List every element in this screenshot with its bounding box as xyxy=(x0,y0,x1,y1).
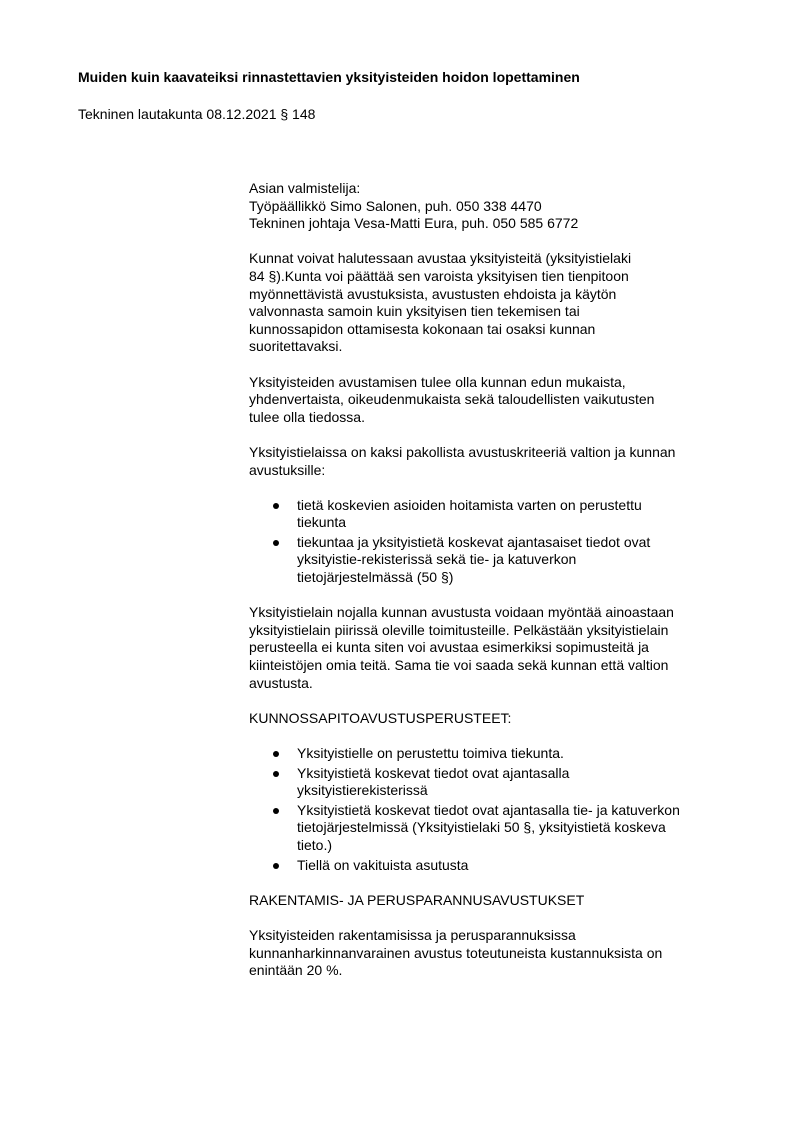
bullet-icon xyxy=(273,863,279,869)
text-line: tulee olla tiedossa. xyxy=(249,408,365,425)
text-line: Yksityistielain nojalla kunnan avustusta voidaan myöntää ainoastaan xyxy=(249,604,674,621)
text-line: tieto.) xyxy=(297,836,333,853)
maintenance-criteria-list xyxy=(249,745,749,874)
text-line: 84 §).Kunta voi päättää sen varoista yksityisen tien tienpitoon xyxy=(249,267,629,284)
list-item xyxy=(249,765,749,800)
meeting-reference: Tekninen lautakunta 08.12.2021 § 148 xyxy=(78,106,316,122)
preparer-person-1: Työpäällikkö Simo Salonen, puh. 050 338 4470 xyxy=(249,197,542,214)
text-line: tietojärjestelmässä (50 §) xyxy=(297,569,454,586)
text-line: Yksityistielaissa on kaksi pakollista avustuskriteeriä valtion ja kunnan xyxy=(249,443,676,460)
text-line: kunnossapidon ottamisesta kokonaan tai osaksi kunnan xyxy=(249,320,596,337)
text-line: tietä koskevien asioiden hoitamista varten on perustettu xyxy=(297,496,642,513)
bullet-icon xyxy=(273,771,279,777)
text-line: Yksityisteiden rakentamisissa ja perusparannuksissa xyxy=(249,926,576,943)
text-line: tiekunta xyxy=(297,514,347,531)
paragraph-equality xyxy=(249,374,749,427)
bullet-icon xyxy=(273,808,279,814)
list-item xyxy=(249,745,749,763)
text-line: avustusta. xyxy=(249,674,313,691)
list-item xyxy=(249,534,749,587)
text-line: yhdenvertaista, oikeudenmukaista sekä taloudellisten vaikutusten xyxy=(249,391,655,408)
list-item xyxy=(249,857,749,875)
text-line: Yksityistietä koskevat tiedot ovat ajantasalla tie- ja katuverkon xyxy=(297,801,680,818)
text-line: yksityistielain piirissä oleville toimitusteille. Pelkästään yksityistielain xyxy=(249,621,669,638)
document-body xyxy=(249,180,749,997)
text-line: kiinteistöjen omia teitä. Sama tie voi saada sekä kunnan että valtion xyxy=(249,657,669,674)
text-line: yksityistie-rekisterissä sekä tie- ja katuverkon xyxy=(297,551,577,568)
bullet-icon xyxy=(273,503,279,509)
text-line: suoritettavaksi. xyxy=(249,338,343,355)
bullet-icon xyxy=(273,751,279,757)
text-line: Kunnat voivat halutessaan avustaa yksityisteitä (yksityistielaki xyxy=(249,250,632,267)
list-item xyxy=(249,497,749,532)
text-line: yksityistierekisterissä xyxy=(297,782,428,799)
bullet-icon xyxy=(273,540,279,546)
paragraph-construction-subsidy xyxy=(249,927,749,980)
list-item xyxy=(249,802,749,855)
text-line: valvonnasta samoin kuin yksityisen tien tekemisen tai xyxy=(249,303,580,320)
document-title: Muiden kuin kaavateiksi rinnastettavien yksityisteiden hoidon lopettaminen xyxy=(78,69,580,85)
paragraph-subsidy-law xyxy=(249,250,749,356)
text-line: Tiellä on vakituista asutusta xyxy=(297,856,469,873)
text-line: Yksityistielle on perustettu toimiva tiekunta. xyxy=(297,745,564,761)
paragraph-criteria-intro xyxy=(249,444,749,479)
text-line: Yksityisteiden avustamisen tulee olla kunnan edun mukaista, xyxy=(249,373,626,390)
preparer-person-2: Tekninen johtaja Vesa-Matti Eura, puh. 050 585 6772 xyxy=(249,215,579,232)
preparer-block xyxy=(249,180,749,233)
text-line: avustuksille: xyxy=(249,461,326,478)
text-line: Yksityistietä koskevat tiedot ovat ajantasalla xyxy=(297,764,570,781)
text-line: myönnettävistä avustuksista, avustusten ehdoista ja käytön xyxy=(249,285,617,302)
text-line: perusteella ei kunta siten voi avustaa esimerkiksi sopimusteitä ja xyxy=(249,639,649,656)
text-line: tiekuntaa ja yksityistietä koskevat ajantasaiset tiedot ovat xyxy=(297,533,651,550)
criteria-list xyxy=(249,497,749,587)
section-heading-maintenance: KUNNOSSAPITOAVUSTUSPERUSTEET: xyxy=(249,709,512,726)
text-line: tietojärjestelmissä (Yksityistielaki 50 §, yksityistietä koskeva xyxy=(297,819,666,836)
preparer-label: Asian valmistelija: xyxy=(249,180,361,196)
text-line: kunnanharkinnanvarainen avustus toteutuneista kustannuksista on xyxy=(249,944,663,961)
section-heading-construction: RAKENTAMIS- JA PERUSPARANNUSAVUSTUKSET xyxy=(249,891,585,908)
paragraph-eligibility xyxy=(249,604,749,692)
text-line: enintään 20 %. xyxy=(249,962,343,979)
